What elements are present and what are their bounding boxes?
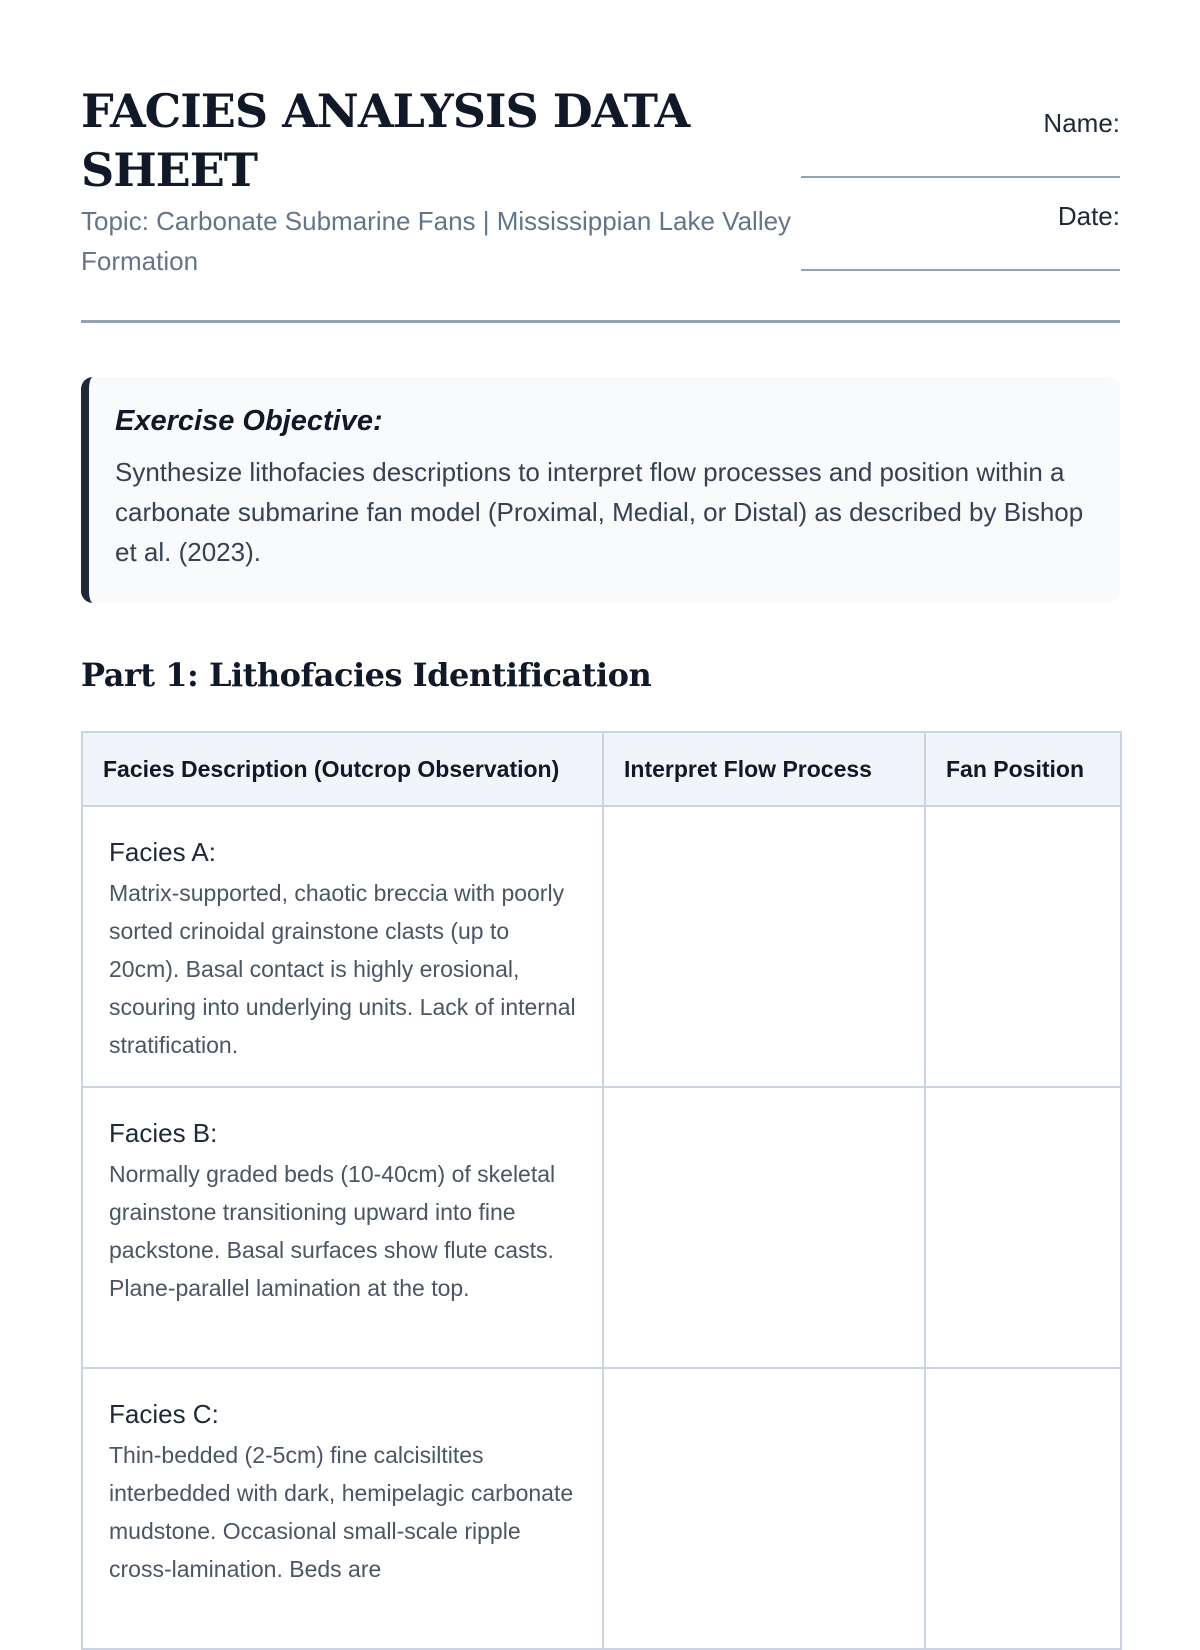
facies-description: Thin-bedded (2-5cm) fine calcisiltites interbedded with dark, hemipelagic carbonate mudstone. Occasional small-scale ripple cross-lamination. Beds are bbox=[109, 1442, 574, 1582]
facies-name: Facies B: bbox=[109, 1118, 218, 1148]
facies-description-cell bbox=[82, 1087, 603, 1368]
facies-table bbox=[81, 731, 1122, 1650]
objective-label: Exercise Objective: bbox=[115, 405, 383, 437]
facies-description: Normally graded beds (10-40cm) of skeletal grainstone transitioning upward into fine packstone. Basal surfaces show flute casts. Plane-parallel lamination at the top. bbox=[109, 1161, 556, 1301]
worksheet-page bbox=[81, 0, 1120, 1582]
flow-process-answer-cell[interactable] bbox=[603, 1368, 925, 1649]
table-row bbox=[82, 1087, 1121, 1368]
flow-process-answer-cell[interactable] bbox=[603, 1087, 925, 1368]
facies-name: Facies A: bbox=[109, 837, 216, 867]
page-title: FACIES ANALYSIS DATA SHEET bbox=[81, 84, 690, 197]
facies-description: Matrix-supported, chaotic breccia with poorly sorted crinoidal grainstone clasts (up to 20cm). Basal contact is highly erosional, scouring into underlying units. Lack of internal stratification. bbox=[109, 880, 576, 1058]
part1-heading: Part 1: Lithofacies Identification bbox=[81, 656, 652, 694]
date-field[interactable] bbox=[801, 201, 1120, 271]
header-divider bbox=[81, 320, 1120, 323]
column-header-description: Facies Description (Outcrop Observation) bbox=[82, 732, 603, 806]
fan-position-answer-cell[interactable] bbox=[925, 806, 1121, 1087]
name-field[interactable] bbox=[801, 108, 1120, 178]
table-row bbox=[82, 806, 1121, 1087]
topic-subtitle: Topic: Carbonate Submarine Fans | Mississippian Lake Valley Formation bbox=[81, 206, 792, 276]
table-header-row bbox=[82, 732, 1121, 806]
objective-text: Synthesize lithofacies descriptions to interpret flow processes and position within a carbonate submarine fan model (Proximal, Medial, or Distal) as described by Bishop et al. (2023). bbox=[115, 457, 1084, 567]
date-label: Date: bbox=[1057, 201, 1120, 231]
objective-box bbox=[81, 377, 1120, 603]
facies-name: Facies C: bbox=[109, 1399, 219, 1429]
fan-position-answer-cell[interactable] bbox=[925, 1087, 1121, 1368]
table-row bbox=[82, 1368, 1121, 1649]
fan-position-answer-cell[interactable] bbox=[925, 1368, 1121, 1649]
column-header-flow-process: Interpret Flow Process bbox=[603, 732, 925, 806]
facies-description-cell bbox=[82, 806, 603, 1087]
facies-description-cell bbox=[82, 1368, 603, 1649]
column-header-fan-position: Fan Position bbox=[925, 732, 1121, 806]
flow-process-answer-cell[interactable] bbox=[603, 806, 925, 1087]
header bbox=[81, 0, 1120, 324]
name-label: Name: bbox=[1043, 108, 1120, 138]
